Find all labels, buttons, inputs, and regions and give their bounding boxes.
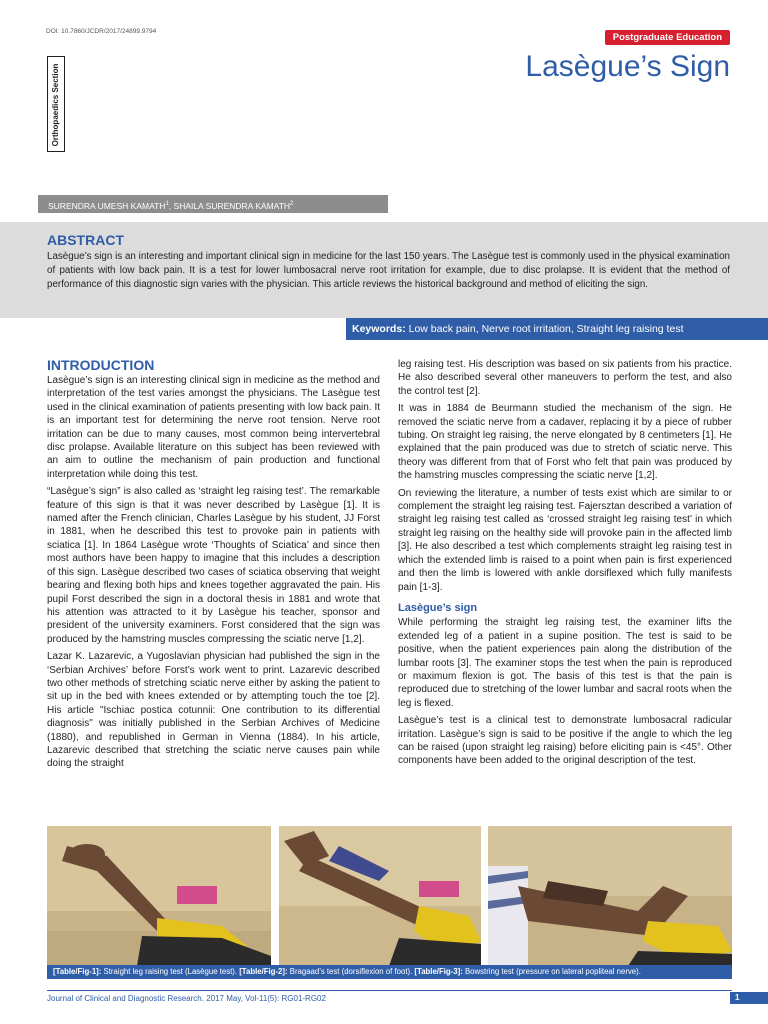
body-paragraph: Lasègue’s test is a clinical test to demonstrate lumbosacral radicular irritation. Lasègue’s sign is said to be positive if the angle to which the leg can be raised (upon straight leg raising) before eliciting pain is <45°. Other components have been added to the original description of the test. [398,715,732,767]
article-title: Lasègue’s Sign [525,50,730,83]
doi-text: DOI: 10.7860/JCDR/2017/24899.9794 [46,28,157,35]
body-paragraph: Lazar K. Lazarevic, a Yugoslavian physician had published the sign in the ‘Serbian Archives’ before Forst’s work went to print. Lazarevic described two other methods of stretching sciatic nerve either by asking the patient to sit up in the bed with knees extended or by attempting touch the toe [2]. His article "Ischiac postica cotunnii: One contribution to its differential diagnosis" was initially published in the Serbian Archives of Medicine (1880), and republished in German in Vienna (1884). In his article, Lazarevic described that stretching the sciatic nerve causes pain while doing the straight [47,651,380,770]
figure-2-image [279,826,481,966]
abstract-heading: ABSTRACT [47,232,124,248]
section-side-label [47,56,65,152]
abstract-text: Lasègue’s sign is an interesting and important clinical sign in medicine for the last 150 years. The Lasègue test is commonly used in the physical examination of patients with low back pain. It is a test for lower lumbosacral nerve root irritation for example, due to disc prolapse. It is evident that the method of performance of this diagnostic sign varies with the physician. This article reviews the historical background and method of eliciting the sign. [47,251,730,291]
body-paragraph: leg raising test. His description was based on six patients from his practice. He also described several other maneuvers to perform the test, and also the control test [2]. [398,359,732,397]
author-affiliation: 1 [165,201,169,207]
caption-fig1-text: Straight leg raising test (Lasègue test). [101,967,240,976]
section-tag: Postgraduate Education [605,30,730,45]
caption-fig1-label: [Table/Fig-1]: [53,967,102,976]
body-paragraph: It was in 1884 de Beurmann studied the mechanism of the sign. He removed the sciatic nerve from a cadaver, replacing it by a piece of rubber tubing. On straight leg raising, the nerve elongated by 8 centimeters [1]. He explained that the pain produced was due to stretch of sciatic nerve. This theory was different from that of Forst who felt that pain was produced by the hamstring muscles compressing the sciatic nerve [1,2]. [398,403,732,482]
body-paragraph: “Lasègue’s sign” is also called as ‘straight leg raising test’. The remarkable feature of this sign is that it was never described by Lasègue [1]. It is named after the French clinician, Charles Lasègue by his student, JJ Forst in 1881, when he described this test to provoke pain in patients with sciatica [1]. In 1864 Lasègue wrote ‘Thoughts of Sciatica’ and since then most authors have been happy to imagine that this includes a description of this sign. Lasègue described two cases of sciatica observing that weight bearing and flexing both hips and knees together aggravated the pain. His pupil Forst described the sign in a doctoral thesis in 1881 and wrote that his attention was attracted to it by Lasègue his teacher, sponsor and president of the university examiners. Forst considered that the sign was produced by the hamstring muscles compressing the sciatic nerve [1,2]. [47,486,380,645]
page-number: 1 [730,992,768,1004]
body-paragraph: On reviewing the literature, a number of tests exist which are similar to or complement the straight leg raising test. Fajersztan described a variation of straight leg raising test called as ‘crossed straight leg raising test’ in which straight leg raising on the healthy side will provoke pain in the affected limb [3]. He also described a test which complements straight leg raising test in which the extended limb is raised to a point when pain is first experienced and then the limb is lowered with ankle dorsiflexed which fully manifests pain [1-3]. [398,487,732,593]
figure-2-photo [279,826,481,966]
author-name: SHAILA SURENDRA KAMATH [173,200,291,211]
figure-1-image [47,826,271,966]
author-separator: , [168,200,174,211]
caption-fig2-label: [Table/Fig-2]: [239,967,288,976]
figure-caption [47,965,732,979]
section-side-label-text: Orthopaedics Section [51,63,60,147]
right-column [398,358,732,772]
lasegue-sign-subheading: Lasègue’s sign [398,601,478,614]
abstract-section [0,222,768,318]
body-paragraph: Lasègue’s sign is an interesting clinical sign in medicine as the method and interpretation of the test varies amongst the physicians. The Lasègue test used in the clinical examination of patients presenting with low back pain. It is an important test for determining the nerve root tension. Nerve root irritation can be due to many causes, most common being intervertebral disc prolapse. Available literature on this subject has been reviewed with an aim to outline the mechanism of pain production and functional interpretation while doing this test. [47,375,380,480]
author-name: SURENDRA UMESH KAMATH [48,200,166,211]
author-affiliation: 2 [290,201,294,207]
caption-fig2-text: Bragaad’s test (dorsiflexion of foot). [287,967,415,976]
authors-bar [38,195,388,213]
introduction-heading: INTRODUCTION [47,357,155,373]
keywords-label: Keywords: [352,323,406,335]
footer-divider [47,990,732,991]
figure-1-photo [47,826,271,966]
keywords-text: Low back pain, Nerve root irritation, Straight leg raising test [405,323,684,335]
left-column [47,356,380,775]
journal-citation: Journal of Clinical and Diagnostic Research. 2017 May, Vol-11(5): RG01-RG02 [47,994,326,1003]
body-paragraph: While performing the straight leg raising test, the examiner lifts the extended leg of a patient in a supine position. The test is said to be positive, when the patient experiences pain along the distribution of the lumbar roots [3]. The examiner stops the test when the pain is reproduced or maximum flexion is got. The basis of this test is that the pain is reproduced due to stretching of the lower lumbar and sacral roots when the leg is flexed. [398,617,732,709]
figure-3-photo [488,826,732,966]
figure-3-image [488,826,732,966]
caption-fig3-text: Bowstring test (pressure on lateral popliteal nerve). [462,967,641,976]
caption-fig3-label: [Table/Fig-3]: [414,967,463,976]
keywords-bar [346,318,768,340]
